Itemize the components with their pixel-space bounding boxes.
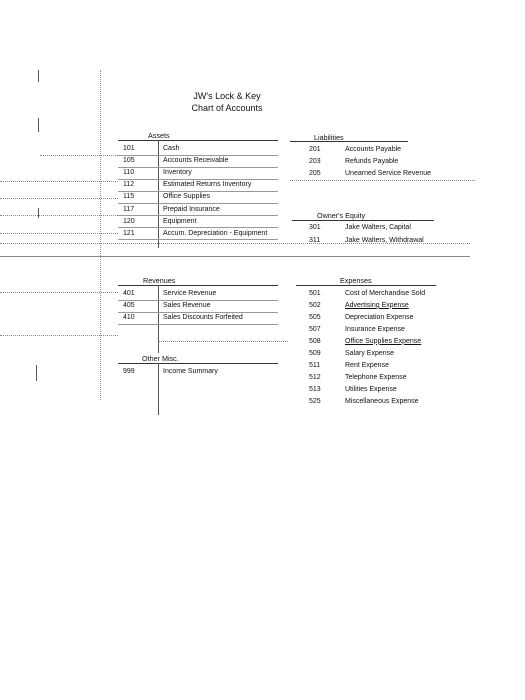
account-number: 301	[309, 224, 321, 231]
account-number: 112	[123, 181, 135, 189]
scan-rule	[0, 243, 470, 244]
account-name: Salary Expense	[345, 349, 395, 357]
account-name: Advertising Expense	[345, 301, 409, 309]
row-rule	[118, 203, 278, 204]
account-name: Office Supplies Expense	[345, 337, 422, 345]
liabilities-heading-rule	[290, 141, 408, 142]
account-number: 401	[123, 290, 135, 297]
account-number: 311	[309, 236, 321, 244]
account-name: Income Summary	[163, 368, 218, 375]
scan-rule	[290, 180, 475, 181]
account-number: 501	[309, 290, 321, 297]
account-name: Inventory	[163, 169, 192, 177]
scan-rule	[0, 256, 470, 257]
account-name: Insurance Expense	[345, 325, 405, 333]
account-name: Rent Expense	[345, 361, 389, 369]
expenses-heading-rule	[296, 285, 436, 286]
account-name: Accum. Depreciation - Equipment	[163, 229, 268, 237]
scan-rule	[0, 233, 118, 234]
row-rule	[118, 239, 278, 240]
account-name: Miscellaneous Expense	[345, 397, 419, 405]
account-number: 121	[123, 229, 135, 237]
account-name: Accounts Receivable	[163, 157, 229, 165]
other-misc-heading: Other Misc.	[142, 354, 179, 363]
account-name: Accounts Payable	[345, 146, 402, 153]
revenues-column-divider	[158, 285, 159, 353]
row-rule	[118, 155, 278, 156]
scan-rule	[0, 335, 118, 336]
scan-rule	[0, 292, 118, 293]
account-number: 110	[123, 169, 135, 177]
scan-rule	[0, 215, 118, 216]
account-name: Equipment	[163, 217, 197, 225]
revenues-heading-rule	[118, 285, 278, 286]
account-name: Refunds Payable	[345, 158, 399, 166]
account-number: 509	[309, 349, 321, 357]
account-name: Unearned Service Revenue	[345, 170, 431, 178]
account-number: 120	[123, 217, 135, 225]
account-number: 502	[309, 301, 321, 309]
row-rule	[118, 300, 278, 301]
account-name: Depreciation Expense	[345, 313, 414, 321]
scan-rule	[0, 198, 118, 199]
scan-mark	[38, 70, 39, 82]
account-number: 201	[309, 146, 321, 153]
scan-rule	[0, 181, 118, 182]
assets-column-divider	[158, 140, 159, 248]
account-name: Cash	[163, 145, 180, 152]
scan-mark	[36, 365, 37, 381]
row-rule	[118, 215, 278, 216]
account-name: Utilities Expense	[345, 385, 397, 393]
other-misc-column-divider	[158, 363, 159, 415]
account-number: 525	[309, 397, 321, 405]
account-number: 101	[123, 145, 135, 152]
scan-rule	[40, 155, 120, 156]
account-number: 410	[123, 314, 135, 321]
account-number: 508	[309, 337, 321, 345]
other-misc-heading-rule	[118, 363, 278, 364]
owners-equity-heading: Owner's Equity	[317, 211, 366, 220]
account-name: Jake Walters, Withdrawal	[345, 236, 424, 244]
scan-mark	[38, 118, 39, 132]
liabilities-heading: Liabilities	[314, 133, 344, 142]
account-number: 115	[123, 193, 135, 201]
account-name: Jake Walters, Capital	[345, 224, 411, 231]
account-number: 512	[309, 373, 321, 381]
account-name: Estimated Returns Inventory	[163, 181, 252, 189]
account-number: 999	[123, 368, 135, 375]
scan-mark	[100, 70, 101, 400]
account-name: Sales Discounts Forfeited	[163, 314, 243, 321]
row-rule	[118, 191, 278, 192]
revenues-heading: Revenues	[143, 276, 176, 285]
account-number: 105	[123, 157, 135, 165]
account-number: 507	[309, 325, 321, 333]
row-rule	[118, 312, 278, 313]
account-number: 505	[309, 313, 321, 321]
account-name: Sales Revenue	[163, 302, 211, 309]
row-rule	[118, 227, 278, 228]
scan-rule	[158, 341, 288, 342]
account-name: Service Revenue	[163, 290, 217, 297]
company-name: JW's Lock & Key	[193, 91, 261, 101]
account-number: 205	[309, 170, 321, 178]
account-number: 511	[309, 361, 321, 369]
document-title: Chart of Accounts	[191, 103, 263, 113]
account-number: 405	[123, 302, 135, 309]
expenses-heading: Expenses	[340, 276, 372, 285]
assets-heading: Assets	[148, 131, 170, 140]
owners-equity-heading-rule	[292, 220, 434, 221]
account-name: Cost of Merchandise Sold	[345, 290, 426, 297]
account-name: Telephone Expense	[345, 373, 407, 381]
account-number: 117	[123, 205, 135, 213]
account-number: 203	[309, 158, 321, 166]
row-rule	[118, 324, 278, 325]
account-name: Prepaid Insurance	[163, 205, 220, 213]
row-rule	[118, 179, 278, 180]
scan-mark	[38, 208, 39, 218]
assets-heading-rule	[118, 140, 278, 141]
account-name: Office Supplies	[163, 193, 210, 201]
row-rule	[118, 167, 278, 168]
account-number: 513	[309, 385, 321, 393]
